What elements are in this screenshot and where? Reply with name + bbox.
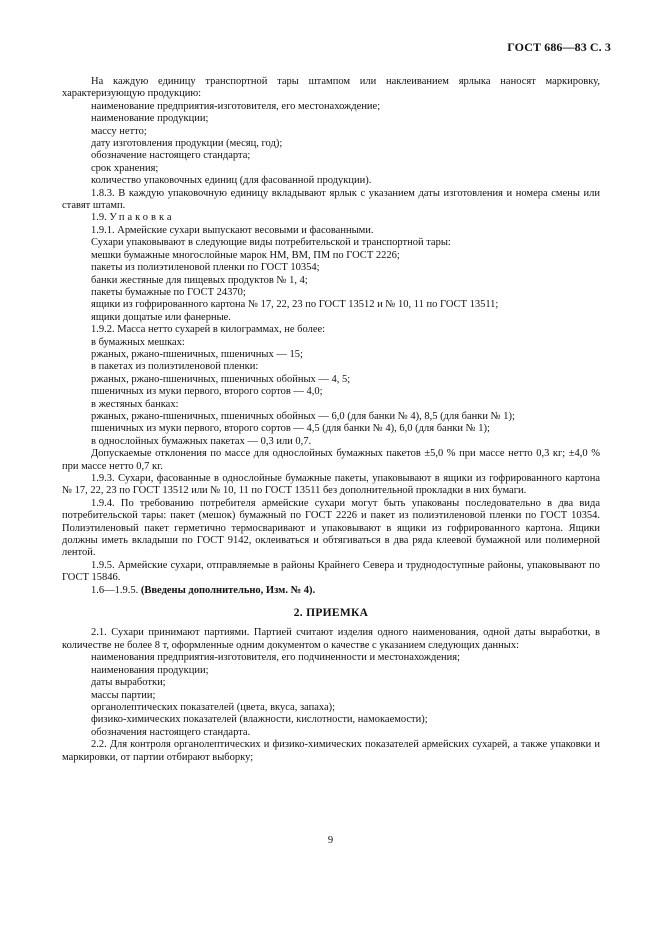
amendment-note: (Введены дополнительно, Изм. № 4). xyxy=(140,584,316,596)
section-title: 2. ПРИЕМКА xyxy=(293,607,369,620)
paragraph: 1.9.5. Армейские сухари, отправляемые в районы Крайнего Севера и труднодоступные районы, упаковывают по ГОСТ 15846. xyxy=(62,559,600,584)
paragraph: 1.8.3. В каждую упаковочную единицу вкладывают ярлык с указанием даты изготовления и номера смены или ставят штамп. xyxy=(62,187,600,212)
list-item: банки жестяные для пищевых продуктов № 1, 4; xyxy=(91,274,308,286)
paragraph: 1.9.3. Сухари, фасованные в однослойные бумажные пакеты, упаковывают в ящики из гофрированного картона № 17, 22, 23 по ГОСТ 13512 или № 10, 11 по ГОСТ 13511 без дополнительной прокладки в них бумаги. xyxy=(62,473,600,497)
list-item: срок хранения; xyxy=(91,162,159,174)
list-item: количество упаковочных единиц (для фасованной продукции). xyxy=(91,175,372,187)
list-item: дату изготовления продукции (месяц, год); xyxy=(91,138,283,150)
clause-number: 1.9. xyxy=(91,212,107,224)
list-item: обозначение настоящего стандарта; xyxy=(91,150,251,162)
list-item: обозначения настоящего стандарта. xyxy=(91,726,251,738)
list-item: наименование продукции; xyxy=(91,113,209,125)
list-item: пшеничных из муки первого, второго сортов — 4,5 (для банки № 4), 6,0 (для банки № 1); xyxy=(91,423,490,435)
paragraph: 2.1. Сухари принимают партиями. Партией считают изделия одного наименования, одной даты выработки, в количестве не более 8 т, оформленные одним документом о качестве с указанием следующих данных: xyxy=(62,627,600,651)
list-item: ящики дощатые или фанерные. xyxy=(91,311,231,323)
list-item: ржаных, ржано-пшеничных, пшеничных обойных — 4, 5; xyxy=(91,373,351,385)
list-item: мешки бумажные многослойные марок НМ, ВМ, ПМ по ГОСТ 2226; xyxy=(91,249,400,261)
list-item: в жестяных банках: xyxy=(91,398,179,410)
list-item: пшеничных из муки первого, второго сортов — 4,0; xyxy=(91,386,323,398)
paragraph: 2.2. Для контроля органолептических и физико-химических показателей армейских сухарей, а также упаковки и маркировки, от партии отбирают выборку; xyxy=(62,739,600,763)
list-item: органолептических показателей (цвета, вкуса, запаха); xyxy=(91,701,336,713)
list-item: в бумажных мешках: xyxy=(91,336,185,348)
list-item: ржаных, ржано-пшеничных, пшеничных — 15; xyxy=(91,348,303,360)
clause-title: Упаковка xyxy=(109,212,175,224)
list-item: наименования предприятия-изготовителя, его подчиненности и местонахождения; xyxy=(91,652,461,664)
list-item: ящики из гофрированного картона № 17, 22, 23 по ГОСТ 13512 и № 10, 11 по ГОСТ 13511; xyxy=(91,299,499,311)
paragraph: Сухари упаковывают в следующие виды потребительской и транспортной тары: xyxy=(91,237,451,249)
list-item: наименование предприятия-изготовителя, его местонахождение; xyxy=(91,100,381,112)
document-body xyxy=(62,76,600,764)
list-item: в пакетах из полиэтиленовой пленки: xyxy=(91,361,259,373)
amendment-line xyxy=(62,585,600,597)
list-item: физико-химических показателей (влажности, кислотности, намокаемости); xyxy=(91,714,428,726)
list-item: массу нетто; xyxy=(91,125,147,137)
list-item: пакеты из полиэтиленовой пленки по ГОСТ 10354; xyxy=(91,262,320,274)
paragraph: 1.9.1. Армейские сухари выпускают весовыми и фасованными. xyxy=(91,224,374,236)
list-item: в однослойных бумажных пакетах — 0,3 или 0,7. xyxy=(91,435,312,447)
clause-heading xyxy=(62,212,600,224)
document-header: ГОСТ 686—83 С. 3 xyxy=(507,40,611,54)
paragraph: 1.9.2. Масса нетто сухарей в килограммах, не более: xyxy=(91,324,326,336)
amendment-range: 1.6—1.9.5. xyxy=(91,584,139,596)
paragraph: 1.9.4. По требованию потребителя армейские сухари могут быть упакованы последовательно в два вида потребительской тары: пакет (мешок) бумажный по ГОСТ 2226 и пакет из полиэтиленовой пленки по ГОСТ 10354. Полиэтиленовый пакет герметично термосваривают и упаковывают в ящики из гофрированного картона. Ящики должны иметь вкладыши по ГОСТ 9142, оклеиваться и обтягиваться в два ряда клеевой бумажной или полимерной лентой. xyxy=(62,497,600,559)
paragraph: Допускаемые отклонения по массе для однослойных бумажных пакетов ±5,0 % при массе нетто 0,3 кг; ±4,0 % при массе нетто 0,7 кг. xyxy=(62,448,600,472)
paragraph: На каждую единицу транспортной тары штампом или наклеиванием ярлыка наносят маркировку, характеризующую продукцию: xyxy=(62,76,600,100)
list-item: пакеты бумажные по ГОСТ 24370; xyxy=(91,286,246,298)
list-item: наименования продукции; xyxy=(91,664,209,676)
list-item: ржаных, ржано-пшеничных, пшеничных обойных — 6,0 (для банки № 4), 8,5 (для банки № 1); xyxy=(91,410,515,422)
list-item: массы партии; xyxy=(91,689,156,701)
list-item: даты выработки; xyxy=(91,677,166,689)
page-number: 9 xyxy=(327,835,334,846)
